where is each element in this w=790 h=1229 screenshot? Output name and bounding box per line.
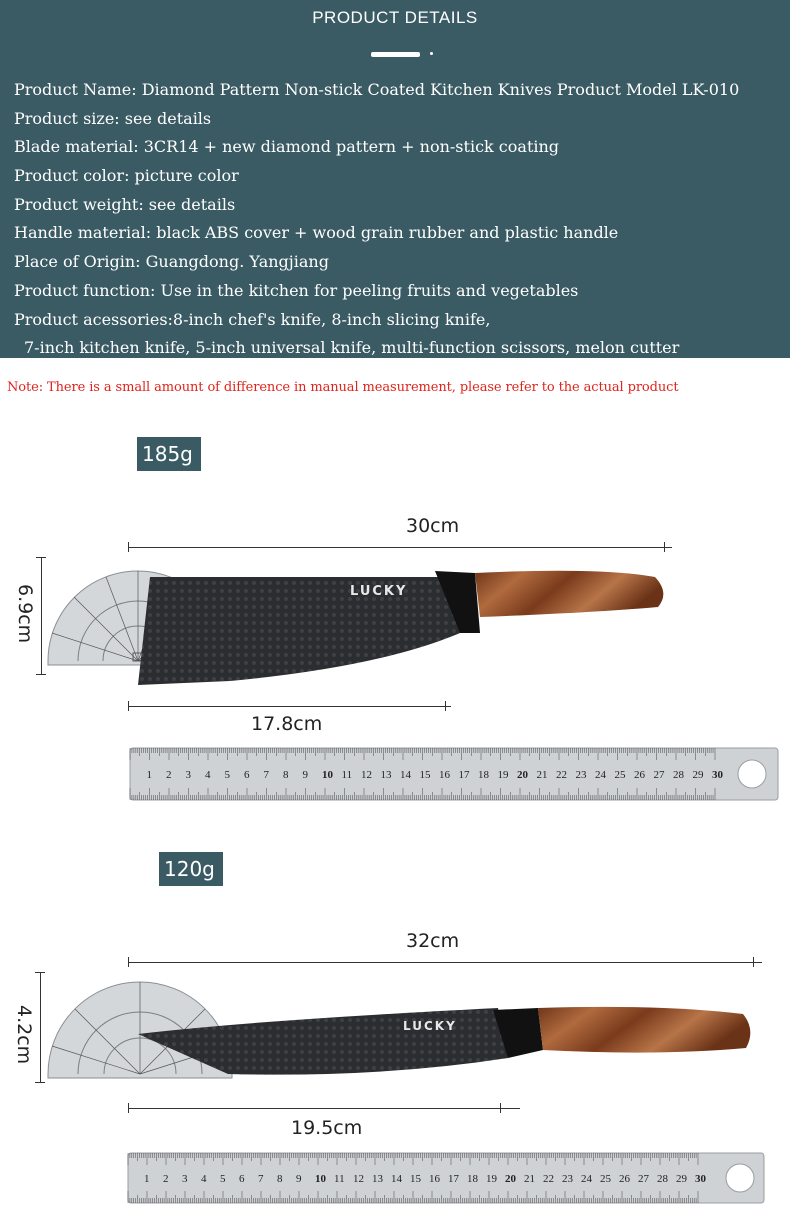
svg-text:21: 21 [536,769,548,781]
knife1-blade-line [128,706,451,707]
product-details-header [0,0,790,358]
svg-text:22: 22 [543,1173,554,1185]
svg-text:28: 28 [673,769,684,781]
dimension-tick [128,542,129,552]
knife1-height-line [41,557,42,675]
dimension-tick [500,1103,501,1113]
svg-text:27: 27 [653,769,665,781]
dimension-tick [36,557,46,558]
knife2-height-label: 4.2cm [13,1005,35,1065]
measurement-note: Note: There is a small amount of difference in manual measurement, please refer to the actual product [7,380,679,395]
knife2-blade-length-label: 19.5cm [291,1117,363,1139]
svg-text:8: 8 [277,1173,283,1185]
dimension-tick [128,701,129,711]
svg-text:20: 20 [505,1173,516,1185]
detail-line: Product Name: Diamond Pattern Non-stick Coated Kitchen Knives Product Model LK-010 [14,80,740,99]
ruler-image [128,1153,764,1203]
svg-text:8: 8 [283,769,289,781]
dimension-tick [35,972,45,973]
svg-text:2: 2 [163,1173,169,1185]
detail-line: Place of Origin: Guangdong. Yangjiang [14,252,329,272]
svg-text:3: 3 [182,1173,188,1185]
svg-text:1: 1 [146,769,152,781]
svg-text:28: 28 [657,1173,668,1185]
svg-text:26: 26 [619,1173,630,1185]
svg-text:25: 25 [600,1173,611,1185]
knife1-brand-logo: LUCKY [350,584,408,599]
svg-text:17: 17 [458,769,470,781]
svg-text:10: 10 [322,769,333,781]
svg-text:9: 9 [296,1173,302,1185]
svg-text:15: 15 [419,769,431,781]
svg-text:19: 19 [486,1173,497,1185]
svg-text:30: 30 [712,769,723,781]
svg-text:10: 10 [315,1173,326,1185]
svg-text:16: 16 [439,769,450,781]
dimension-tick [128,1103,129,1113]
svg-text:13: 13 [380,769,392,781]
knife1-length-line [128,547,672,548]
svg-text:4: 4 [201,1173,207,1185]
knife1-length-label: 30cm [406,515,460,537]
svg-text:23: 23 [562,1173,573,1185]
knife1-height-label: 6.9cm [14,584,36,644]
svg-text:9: 9 [302,769,308,781]
svg-text:17: 17 [448,1173,459,1185]
svg-text:23: 23 [575,769,587,781]
svg-text:18: 18 [467,1173,478,1185]
svg-text:11: 11 [341,769,353,781]
svg-text:7: 7 [258,1173,264,1185]
svg-text:5: 5 [224,769,230,781]
dimension-tick [445,701,446,711]
header-title: PRODUCT DETAILS [312,8,478,27]
knife2-length-line [128,962,762,963]
detail-line: Product function: Use in the kitchen for peeling fruits and vegetables [14,280,579,300]
detail-line: Product size: see details [14,108,212,128]
svg-text:24: 24 [595,769,606,781]
product-details-list [14,76,790,363]
detail-line: Product acessories:8-inch chef's knife, 8-inch slicing knife, [14,309,491,329]
dimension-tick [664,542,665,552]
svg-text:12: 12 [361,769,372,781]
svg-text:1: 1 [144,1173,150,1185]
svg-text:2: 2 [166,769,172,781]
svg-text:19: 19 [497,769,509,781]
slicing-knife-image [138,1000,758,1080]
svg-text:25: 25 [614,769,626,781]
svg-text:14: 14 [400,769,411,781]
svg-text:18: 18 [478,769,489,781]
svg-text:16: 16 [429,1173,440,1185]
knife1-weight-badge: 185g [137,437,201,471]
dimension-tick [35,1082,45,1083]
svg-text:21: 21 [524,1173,535,1185]
dimension-tick [753,957,754,967]
svg-text:30: 30 [695,1173,706,1185]
svg-text:14: 14 [391,1173,402,1185]
knife2-blade-line [128,1108,520,1109]
svg-text:6: 6 [244,769,250,781]
knife2-weight-badge: 120g [159,852,223,886]
detail-line: 7-inch kitchen knife, 5-inch universal knife, multi-function scissors, melon cutter [24,338,680,358]
svg-text:27: 27 [638,1173,649,1185]
knife2-height-line [40,972,41,1083]
header-dot [430,52,433,55]
svg-text:22: 22 [556,769,567,781]
svg-text:13: 13 [372,1173,383,1185]
detail-line: Blade material: 3CR14 + new diamond pattern + non-stick coating [14,137,560,157]
svg-text:26: 26 [634,769,645,781]
detail-line: Handle material: black ABS cover + wood grain rubber and plastic handle [14,223,619,243]
knife2-length-label: 32cm [406,930,460,952]
cleaver-knife-image [130,563,670,693]
svg-text:4: 4 [205,769,211,781]
detail-line: Product weight: see details [14,194,236,214]
svg-text:20: 20 [517,769,528,781]
dimension-tick [36,674,46,675]
ruler-image [130,748,778,800]
svg-text:29: 29 [676,1173,687,1185]
svg-text:24: 24 [581,1173,592,1185]
knife1-blade-length-label: 17.8cm [251,713,323,735]
knife2-brand-logo: LUCKY [403,1019,457,1033]
svg-text:3: 3 [185,769,191,781]
header-divider [371,52,420,57]
svg-text:15: 15 [410,1173,421,1185]
svg-text:29: 29 [692,769,704,781]
svg-text:12: 12 [353,1173,364,1185]
svg-text:6: 6 [239,1173,245,1185]
svg-text:7: 7 [263,769,269,781]
svg-text:11: 11 [334,1173,345,1185]
dimension-tick [128,957,129,967]
svg-text:5: 5 [220,1173,226,1185]
detail-line: Product color: picture color [14,166,239,186]
